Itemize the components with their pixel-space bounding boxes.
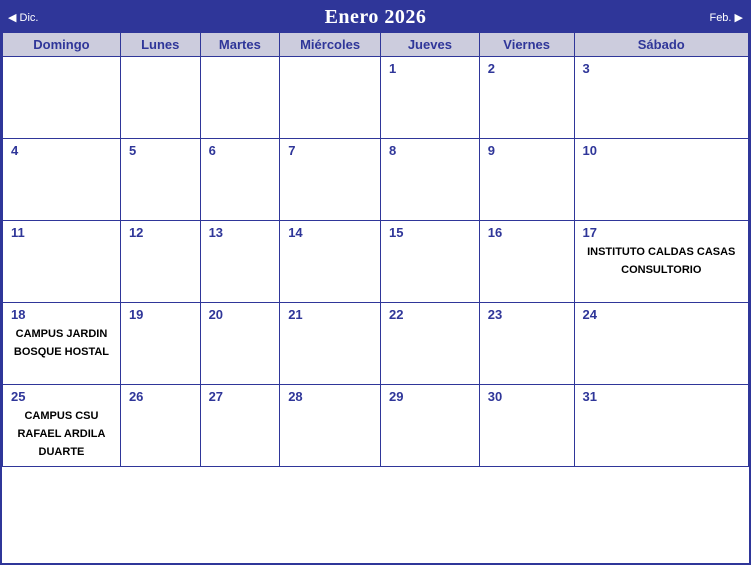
calendar-day-cell[interactable] bbox=[380, 385, 479, 467]
next-month-link[interactable]: Feb. ▶ bbox=[709, 11, 743, 24]
day-number: 3 bbox=[582, 61, 590, 76]
calendar-day-cell[interactable] bbox=[380, 303, 479, 385]
day-event-text: INSTITUTO CALDAS CASAS CONSULTORIO bbox=[587, 246, 736, 277]
calendar-day-cell[interactable] bbox=[380, 221, 479, 303]
calendar-day-cell[interactable] bbox=[3, 385, 121, 467]
day-number: 22 bbox=[388, 307, 404, 322]
calendar-day-cell[interactable] bbox=[120, 221, 200, 303]
day-number: 23 bbox=[487, 307, 503, 322]
day-number: 2 bbox=[487, 61, 495, 76]
day-number: 28 bbox=[288, 389, 303, 404]
calendar-empty-cell bbox=[120, 57, 200, 139]
calendar-week-row bbox=[3, 221, 749, 303]
day-number: 7 bbox=[288, 143, 296, 158]
calendar-empty-cell bbox=[280, 57, 381, 139]
day-number: 16 bbox=[487, 225, 503, 240]
calendar-day-cell[interactable] bbox=[3, 139, 121, 221]
calendar-day-cell[interactable] bbox=[574, 139, 748, 221]
day-number: 24 bbox=[582, 307, 597, 322]
day-number bbox=[280, 57, 380, 62]
day-number: 15 bbox=[388, 225, 404, 240]
day-number: 8 bbox=[388, 143, 397, 158]
calendar-day-cell[interactable] bbox=[280, 139, 381, 221]
weekday-friday: Viernes bbox=[479, 33, 574, 57]
day-number: 5 bbox=[128, 143, 137, 158]
calendar-day-cell[interactable] bbox=[200, 221, 280, 303]
calendar-day-cell[interactable] bbox=[479, 139, 574, 221]
day-number: 26 bbox=[128, 389, 144, 404]
calendar-week-row bbox=[3, 57, 749, 139]
calendar-day-cell[interactable] bbox=[280, 385, 381, 467]
calendar-day-cell[interactable] bbox=[200, 303, 280, 385]
day-number: 12 bbox=[128, 225, 144, 240]
weekday-saturday: Sábado bbox=[574, 33, 748, 57]
calendar-day-cell[interactable] bbox=[120, 385, 200, 467]
calendar-day-cell[interactable] bbox=[200, 139, 280, 221]
calendar-day-cell[interactable] bbox=[280, 303, 381, 385]
calendar-day-cell[interactable] bbox=[380, 139, 479, 221]
day-event-text: CAMPUS JARDIN BOSQUE HOSTAL bbox=[13, 328, 110, 359]
day-number: 31 bbox=[582, 389, 597, 404]
day-number: 13 bbox=[208, 225, 224, 240]
day-number: 9 bbox=[487, 143, 495, 158]
day-number: 30 bbox=[487, 389, 503, 404]
previous-month-link[interactable]: ◀ Dic. bbox=[8, 11, 39, 24]
page-title: Enero 2026 bbox=[324, 5, 427, 28]
weekday-thursday: Jueves bbox=[380, 33, 479, 57]
day-number: 27 bbox=[208, 389, 224, 404]
calendar-day-cell[interactable] bbox=[3, 303, 121, 385]
day-number: 1 bbox=[388, 61, 397, 76]
calendar-day-cell[interactable] bbox=[574, 221, 748, 303]
day-number: 6 bbox=[208, 143, 216, 158]
day-number: 11 bbox=[11, 225, 25, 240]
day-number: 19 bbox=[128, 307, 144, 322]
calendar-day-cell[interactable] bbox=[574, 385, 748, 467]
calendar-day-cell[interactable] bbox=[479, 221, 574, 303]
calendar-day-cell[interactable] bbox=[380, 57, 479, 139]
calendar-day-cell[interactable] bbox=[479, 57, 574, 139]
weekday-monday: Lunes bbox=[120, 33, 200, 57]
calendar-day-cell[interactable] bbox=[574, 57, 748, 139]
weekday-tuesday: Martes bbox=[200, 33, 280, 57]
calendar-day-cell[interactable] bbox=[479, 385, 574, 467]
day-number: 17 bbox=[582, 225, 597, 240]
calendar-day-cell[interactable] bbox=[479, 303, 574, 385]
day-number: 29 bbox=[388, 389, 404, 404]
day-event-text: CAMPUS CSU RAFAEL ARDILA DUARTE bbox=[17, 410, 106, 459]
day-number bbox=[3, 57, 120, 62]
calendar-day-cell[interactable] bbox=[200, 385, 280, 467]
day-number: 14 bbox=[288, 225, 303, 240]
calendar-empty-cell bbox=[200, 57, 280, 139]
calendar-body bbox=[3, 57, 749, 467]
weekday-header-row bbox=[3, 33, 749, 57]
day-number: 18 bbox=[11, 307, 26, 322]
day-number bbox=[121, 57, 200, 62]
day-number: 25 bbox=[11, 389, 26, 404]
day-number: 4 bbox=[11, 143, 19, 158]
calendar-week-row bbox=[3, 303, 749, 385]
day-number: 20 bbox=[208, 307, 224, 322]
calendar-titlebar bbox=[2, 2, 749, 32]
day-number: 21 bbox=[288, 307, 303, 322]
calendar-day-cell[interactable] bbox=[574, 303, 748, 385]
calendar-day-cell[interactable] bbox=[3, 221, 121, 303]
calendar-week-row bbox=[3, 139, 749, 221]
weekday-sunday: Domingo bbox=[3, 33, 121, 57]
calendar-grid bbox=[2, 32, 749, 467]
weekday-wednesday: Miércoles bbox=[280, 33, 381, 57]
calendar-day-cell[interactable] bbox=[280, 221, 381, 303]
calendar-day-cell[interactable] bbox=[120, 303, 200, 385]
day-number bbox=[201, 57, 280, 62]
day-number: 10 bbox=[582, 143, 597, 158]
calendar-empty-cell bbox=[3, 57, 121, 139]
calendar-day-cell[interactable] bbox=[120, 139, 200, 221]
calendar-week-row bbox=[3, 385, 749, 467]
